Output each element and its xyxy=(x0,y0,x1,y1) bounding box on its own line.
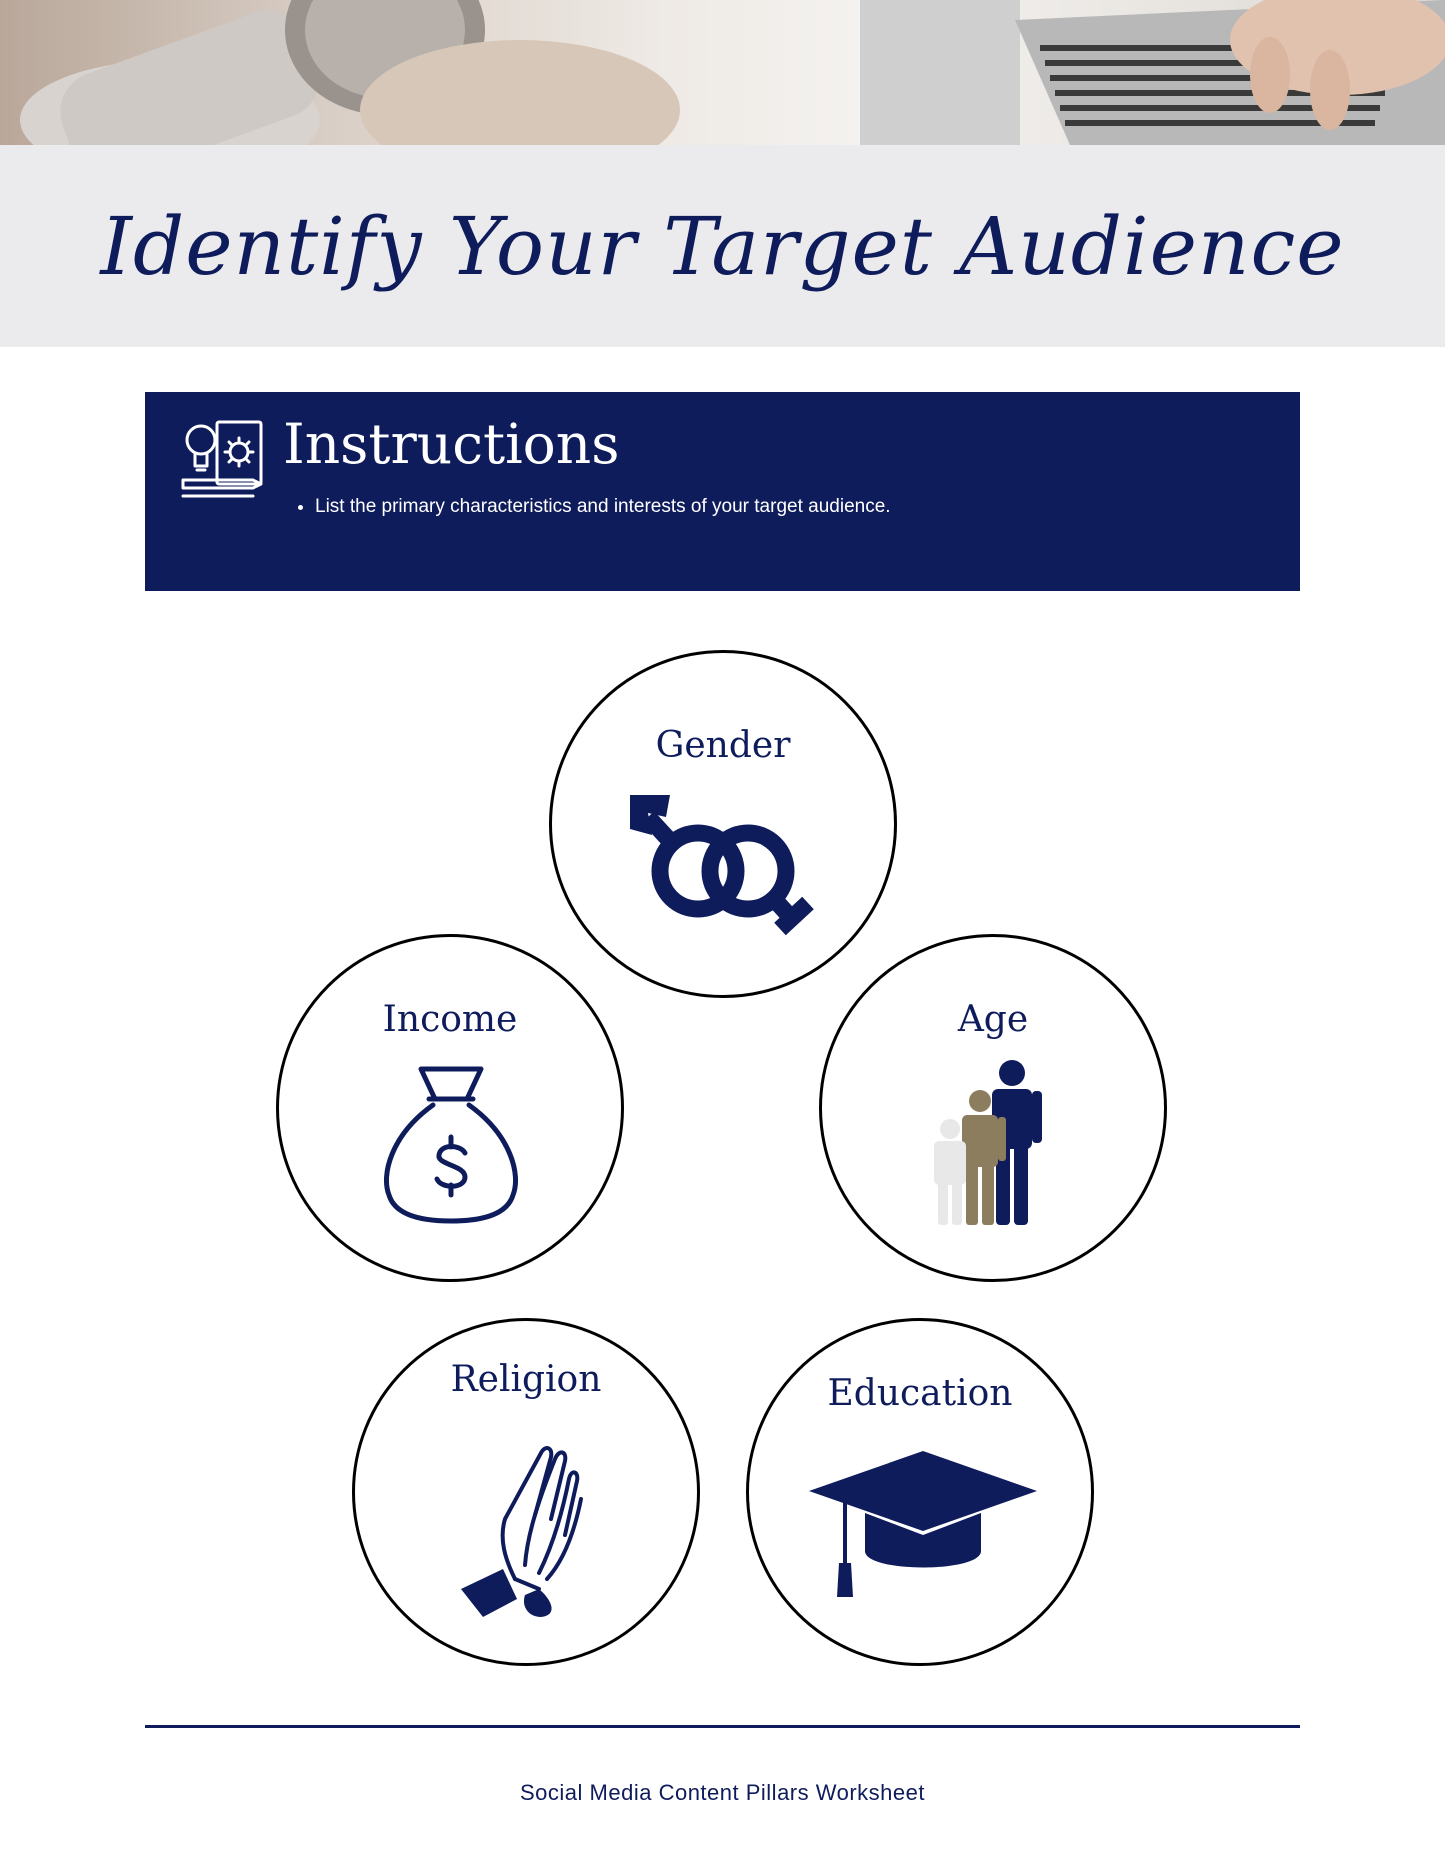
page-title: Identify Your Target Audience xyxy=(100,200,1345,293)
gender-label: Gender xyxy=(655,725,791,766)
instructions-heading: Instructions xyxy=(283,412,620,476)
education-circle xyxy=(746,1318,1094,1666)
age-circle xyxy=(819,934,1167,1282)
gender-circle xyxy=(549,650,897,998)
idea-document-icon xyxy=(179,418,265,500)
hero-photo xyxy=(0,0,1445,145)
religion-label: Religion xyxy=(450,1359,602,1400)
income-label: Income xyxy=(382,999,518,1040)
money-bag-icon xyxy=(381,1065,521,1225)
microphone-laptop-photo xyxy=(0,0,1445,145)
footer-divider xyxy=(145,1725,1300,1728)
religion-circle xyxy=(352,1318,700,1666)
graduation-cap-icon xyxy=(809,1451,1037,1601)
instructions-list xyxy=(291,496,891,518)
instruction-item: • List the primary characteristics and interests of your target audience. xyxy=(315,496,891,518)
education-label: Education xyxy=(827,1373,1013,1414)
footer-text: Social Media Content Pillars Worksheet xyxy=(520,1780,925,1805)
age-label: Age xyxy=(957,999,1029,1040)
praying-hands-icon xyxy=(455,1439,595,1619)
instructions-box xyxy=(145,392,1300,591)
people-age-icon xyxy=(930,1059,1060,1229)
income-circle xyxy=(276,934,624,1282)
gender-symbol-icon xyxy=(630,783,830,953)
